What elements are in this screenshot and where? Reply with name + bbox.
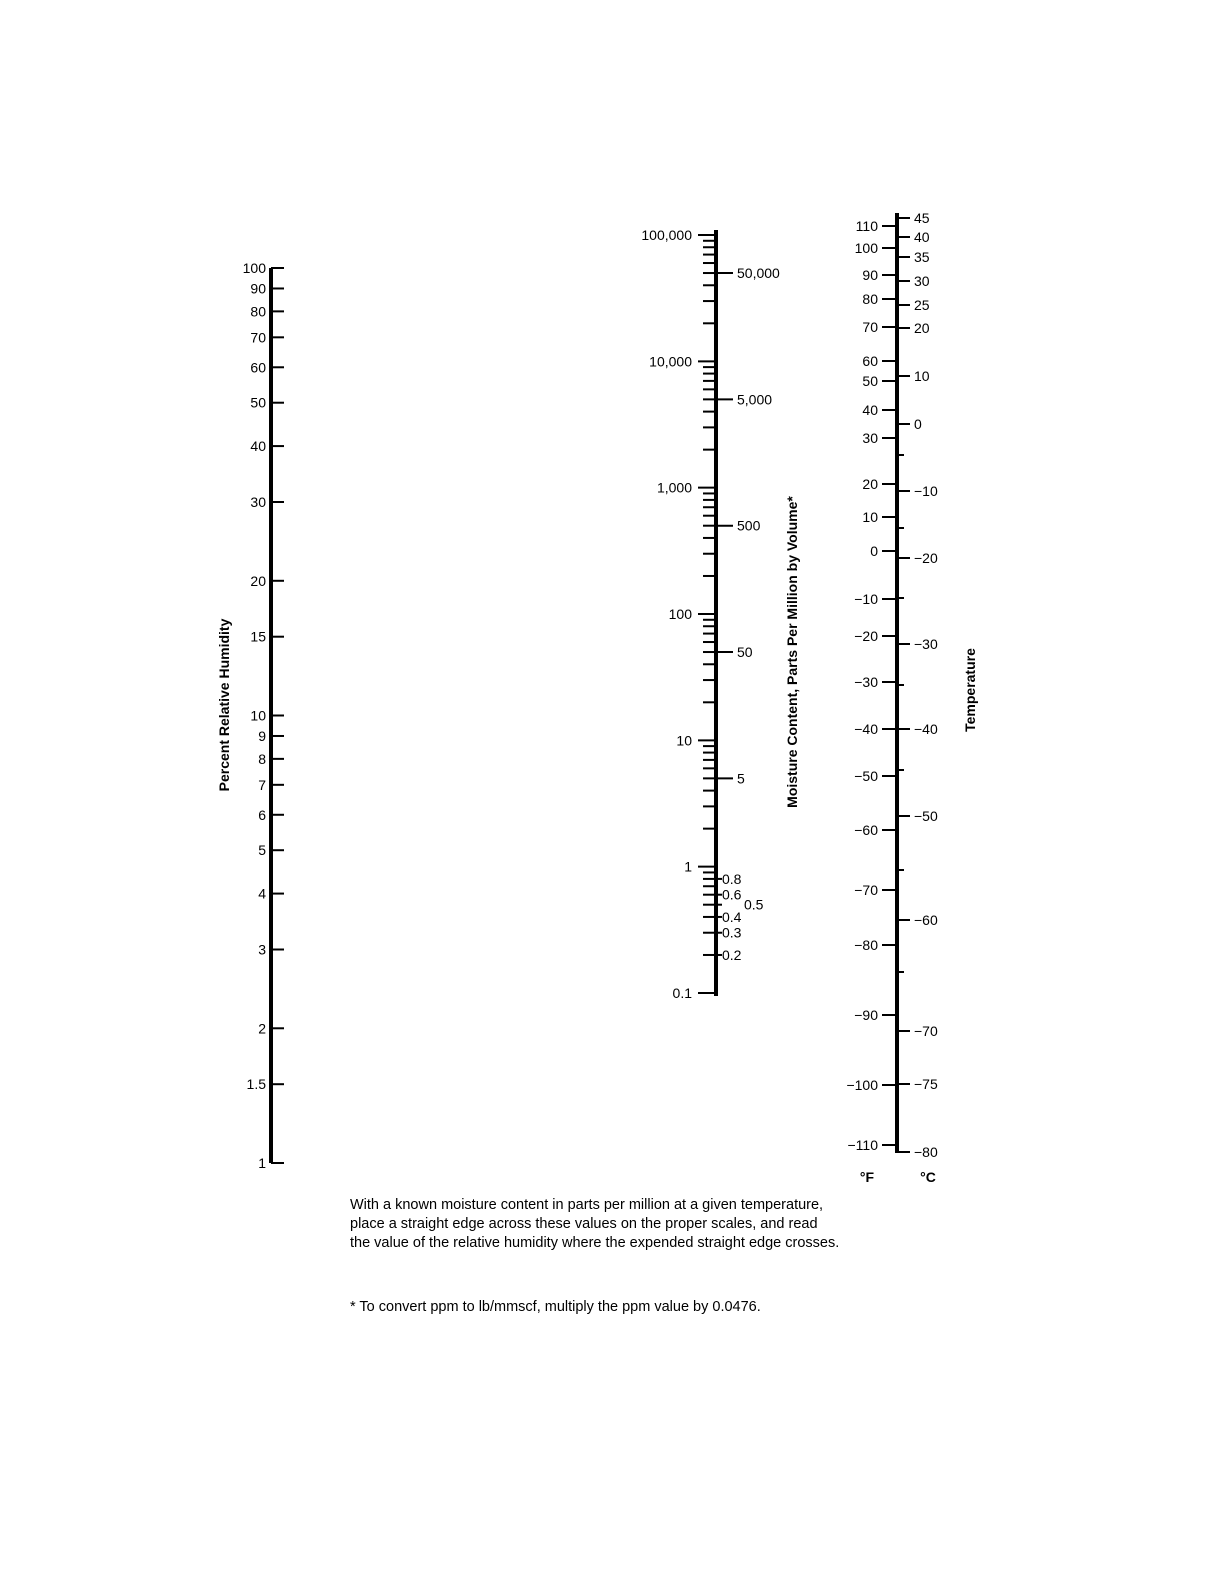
celsius-tick-label: 40 xyxy=(914,229,930,245)
fahrenheit-tick-label: −100 xyxy=(846,1077,878,1093)
moisture-major-label: 0.1 xyxy=(672,985,692,1001)
fahrenheit-tick-label: −80 xyxy=(854,937,878,953)
humidity-tick-label: 100 xyxy=(242,260,266,276)
humidity-tick-label: 10 xyxy=(250,707,266,724)
fahrenheit-tick-label: −70 xyxy=(854,882,878,898)
moisture-minor-label: 0.6 xyxy=(722,886,742,903)
moisture-minor-label: 500 xyxy=(737,517,761,534)
fahrenheit-tick-label: −110 xyxy=(847,1137,878,1153)
fahrenheit-tick-label: 80 xyxy=(862,291,878,307)
moisture-major-label: 10 xyxy=(676,732,692,749)
fahrenheit-tick-label: −20 xyxy=(854,628,878,644)
moisture-minor-label: 50,000 xyxy=(737,265,780,282)
fahrenheit-tick-label: 70 xyxy=(862,319,878,335)
footnote-text: * To convert ppm to lb/mmscf, multiply the ppm value by 0.0476. xyxy=(350,1299,761,1315)
moisture-minor-label: 0.4 xyxy=(722,908,742,925)
humidity-tick-label: 2 xyxy=(258,1020,266,1037)
humidity-tick-label: 80 xyxy=(250,303,266,320)
celsius-tick-label: −20 xyxy=(914,550,938,566)
humidity-tick-label: 15 xyxy=(250,628,266,645)
fahrenheit-tick-label: −50 xyxy=(854,768,878,784)
moisture-major-label: 100 xyxy=(668,606,692,622)
humidity-tick-label: 60 xyxy=(250,359,266,376)
celsius-tick-label: −80 xyxy=(914,1144,938,1160)
moisture-minor-label: 0.5 xyxy=(744,896,764,913)
celsius-tick-label: 20 xyxy=(914,320,930,336)
fahrenheit-tick-label: 110 xyxy=(855,218,878,234)
fahrenheit-tick-label: 10 xyxy=(862,509,878,525)
humidity-tick-label: 1 xyxy=(258,1155,266,1171)
moisture-major-label: 1 xyxy=(684,858,692,875)
moisture-major-label: 1,000 xyxy=(656,479,692,496)
celsius-tick-label: 25 xyxy=(914,297,930,313)
celsius-tick-label: −40 xyxy=(914,721,938,737)
humidity-tick-label: 4 xyxy=(258,885,266,902)
moisture-scale xyxy=(641,227,800,1001)
moisture-major-label: 100,000 xyxy=(641,227,692,243)
moisture-minor-label: 0.2 xyxy=(722,946,742,963)
fahrenheit-tick-label: 30 xyxy=(862,430,878,446)
fahrenheit-tick-label: 100 xyxy=(854,240,878,256)
humidity-tick-label: 6 xyxy=(258,806,266,823)
humidity-tick-label: 9 xyxy=(258,727,266,744)
moisture-minor-label: 0.3 xyxy=(722,924,742,941)
celsius-tick-label: −10 xyxy=(914,483,938,499)
celsius-tick-label: 10 xyxy=(914,368,930,384)
celsius-tick-label: −60 xyxy=(914,912,938,928)
fahrenheit-tick-label: 20 xyxy=(862,476,878,492)
moisture-minor-label: 0.8 xyxy=(722,870,742,887)
humidity-tick-label: 7 xyxy=(258,776,266,793)
celsius-tick-label: 45 xyxy=(914,210,930,226)
celsius-tick-label: −30 xyxy=(914,636,938,652)
fahrenheit-tick-label: 90 xyxy=(862,267,878,283)
humidity-tick-label: 8 xyxy=(258,750,266,767)
instructions-text: With a known moisture content in parts per million at a given temperature, place a straight edge across these values on the proper scales, and read the value of the relative humidity where the expended straight edge crosses. xyxy=(350,1197,840,1251)
humidity-scale xyxy=(216,260,284,1171)
celsius-tick-label: −70 xyxy=(914,1023,938,1039)
fahrenheit-tick-label: −30 xyxy=(854,674,878,690)
fahrenheit-tick-label: 60 xyxy=(862,353,878,369)
temperature-scale xyxy=(846,210,978,1185)
fahrenheit-tick-label: 40 xyxy=(862,402,878,418)
moisture-major-label: 10,000 xyxy=(649,353,692,370)
fahrenheit-tick-label: −40 xyxy=(854,721,878,737)
humidity-tick-label: 70 xyxy=(250,329,266,346)
moisture-minor-label: 50 xyxy=(737,644,753,661)
moisture-minor-label: 5 xyxy=(737,770,745,787)
celsius-tick-label: −75 xyxy=(914,1076,938,1092)
fahrenheit-tick-label: −60 xyxy=(854,822,878,838)
fahrenheit-tick-label: −10 xyxy=(854,591,878,607)
moisture-axis-title: Moisture Content, Parts Per Million by Volume* xyxy=(784,496,800,808)
celsius-tick-label: −50 xyxy=(914,808,938,824)
celsius-tick-label: 35 xyxy=(914,249,930,265)
fahrenheit-tick-label: −90 xyxy=(854,1007,878,1023)
fahrenheit-tick-label: 0 xyxy=(870,543,878,559)
humidity-tick-label: 20 xyxy=(250,572,266,589)
fahrenheit-tick-label: 50 xyxy=(862,373,878,389)
temperature-ticks xyxy=(846,210,938,1160)
humidity-ticks xyxy=(243,260,284,1171)
moisture-ticks xyxy=(641,227,780,1001)
humidity-tick-label: 90 xyxy=(250,280,266,297)
moisture-minor-label: 5,000 xyxy=(737,391,773,408)
celsius-tick-label: 30 xyxy=(914,273,930,289)
humidity-tick-label: 40 xyxy=(250,438,266,455)
humidity-tick-label: 1.5 xyxy=(246,1076,266,1093)
fahrenheit-unit-label: °F xyxy=(859,1169,875,1185)
temperature-axis-title: Temperature xyxy=(962,648,978,732)
celsius-unit-label: °C xyxy=(920,1169,936,1185)
humidity-tick-label: 5 xyxy=(258,842,266,859)
humidity-tick-label: 3 xyxy=(258,941,266,958)
celsius-tick-label: 0 xyxy=(914,416,922,432)
humidity-axis-title: Percent Relative Humidity xyxy=(216,618,232,792)
humidity-tick-label: 30 xyxy=(250,493,266,510)
humidity-tick-label: 50 xyxy=(250,394,266,411)
